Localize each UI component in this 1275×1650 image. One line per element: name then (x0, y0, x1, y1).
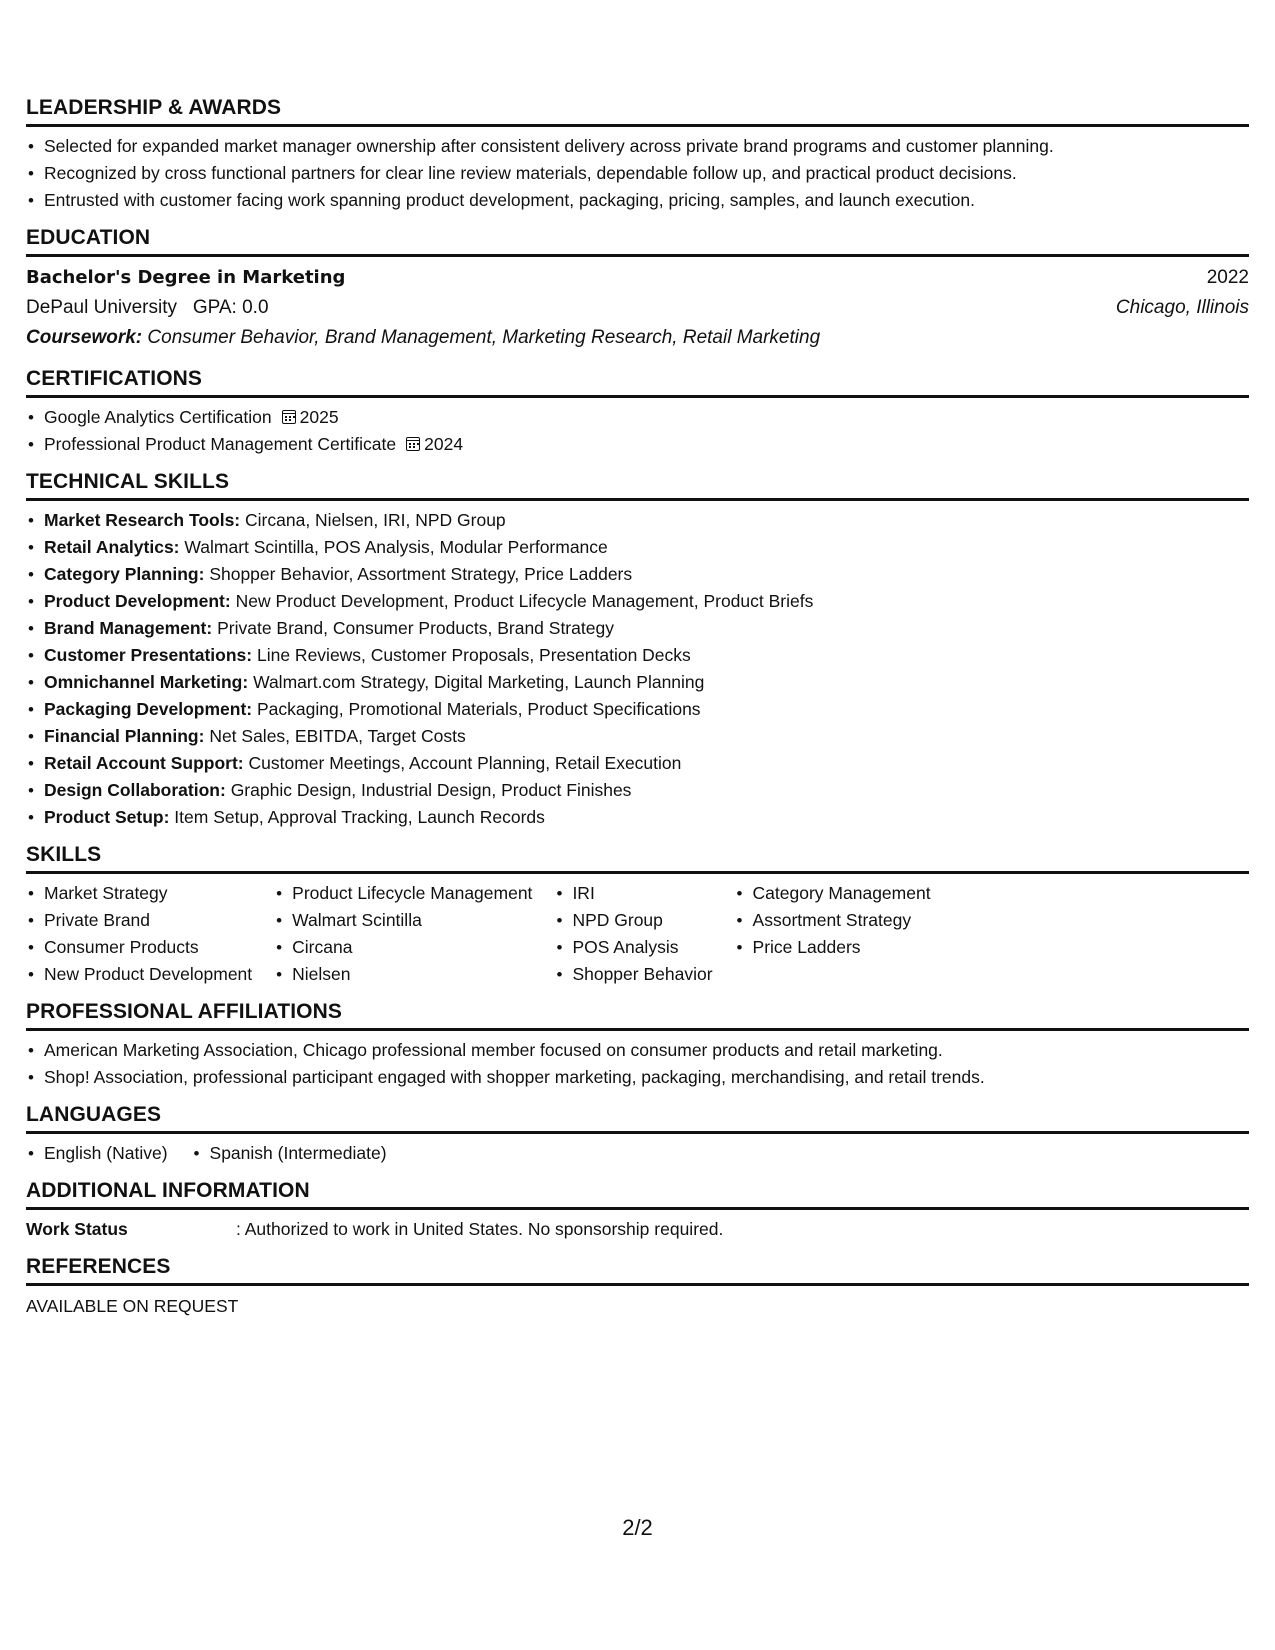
list-item (26, 404, 1249, 431)
coursework-text: Consumer Behavior, Brand Management, Marketing Research, Retail Marketing (147, 327, 821, 348)
list-item: • New Product Development (26, 961, 252, 988)
skill-category: Brand Management: (44, 618, 213, 638)
section-title-skills: SKILLS (26, 843, 1249, 874)
skill-values: Net Sales, EBITDA, Target Costs (209, 726, 466, 746)
certification-name: Google Analytics Certification (44, 407, 272, 427)
skill-category: Design Collaboration: (44, 780, 226, 800)
list-item (26, 750, 1249, 777)
skill-values: Circana, Nielsen, IRI, NPD Group (245, 510, 506, 530)
languages-section (26, 1103, 1249, 1167)
section-title-leadership: LEADERSHIP & AWARDS (26, 96, 1249, 127)
skill-values: New Product Development, Product Lifecycle Management, Product Briefs (235, 591, 814, 611)
list-item: • Product Lifecycle Management (274, 880, 532, 907)
technical-skills-list (26, 507, 1249, 831)
list-item: • Walmart Scintilla (274, 907, 532, 934)
education-location: Chicago, Illinois (1115, 297, 1249, 318)
list-item (26, 561, 1249, 588)
list-item: • Price Ladders (735, 934, 931, 961)
skill-category: Financial Planning: (44, 726, 205, 746)
skill-category: Omnichannel Marketing: (44, 672, 249, 692)
list-item (26, 696, 1249, 723)
list-item: • Consumer Products (26, 934, 252, 961)
references-section (26, 1255, 1249, 1320)
skills-grid (26, 880, 1249, 988)
list-item (26, 723, 1249, 750)
list-item: • Selected for expanded market manager ownership after consistent delivery across private brand programs and customer planning. (26, 133, 1249, 160)
education-gpa: GPA: 0.0 (192, 297, 269, 318)
calendar-icon (282, 410, 296, 424)
work-status-value: : Authorized to work in United States. No sponsorship required. (236, 1219, 724, 1239)
certifications-list (26, 404, 1249, 458)
list-item: • Shopper Behavior (554, 961, 712, 988)
skills-column (735, 880, 931, 988)
list-item: • Market Strategy (26, 880, 252, 907)
skill-category: Retail Account Support: (44, 753, 244, 773)
certification-year: 2025 (299, 407, 339, 427)
list-item (26, 507, 1249, 534)
skills-column (274, 880, 532, 988)
list-item: • American Marketing Association, Chicago professional member focused on consumer products and retail marketing. (26, 1037, 1249, 1064)
affiliations-section (26, 1000, 1249, 1091)
page-number: 2/2 (622, 1515, 653, 1540)
skills-column (26, 880, 252, 988)
certification-name: Professional Product Management Certificate (44, 434, 397, 454)
section-title-languages: LANGUAGES (26, 1103, 1249, 1134)
leadership-list (26, 133, 1249, 214)
section-title-technical-skills: TECHNICAL SKILLS (26, 470, 1249, 501)
skills-section (26, 843, 1249, 988)
skill-values: Graphic Design, Industrial Design, Product Finishes (230, 780, 632, 800)
coursework-label: Coursework: (26, 327, 143, 348)
additional-info-section (26, 1179, 1249, 1243)
skill-category: Retail Analytics: (44, 537, 180, 557)
list-item: • Circana (274, 934, 532, 961)
skill-values: Walmart Scintilla, POS Analysis, Modular Performance (184, 537, 608, 557)
list-item: • Assortment Strategy (735, 907, 931, 934)
section-title-education: EDUCATION (26, 226, 1249, 257)
list-item (26, 534, 1249, 561)
list-item (26, 777, 1249, 804)
list-item: • English (Native) (26, 1140, 168, 1167)
list-item (26, 642, 1249, 669)
technical-skills-section (26, 470, 1249, 831)
list-item: • Nielsen (274, 961, 532, 988)
skills-column (554, 880, 712, 988)
list-item (26, 588, 1249, 615)
leadership-section (26, 96, 1249, 214)
section-title-references: REFERENCES (26, 1255, 1249, 1286)
education-degree: Bachelor's Degree in Marketing (26, 267, 346, 288)
skill-values: Shopper Behavior, Assortment Strategy, Price Ladders (209, 564, 633, 584)
education-coursework-row (26, 323, 1249, 353)
list-item: • Entrusted with customer facing work spanning product development, packaging, pricing, samples, and launch execution. (26, 187, 1249, 214)
list-item: • Spanish (Intermediate) (192, 1140, 387, 1167)
skill-values: Packaging, Promotional Materials, Product Specifications (257, 699, 701, 719)
education-school-row (26, 293, 1249, 323)
list-item (26, 431, 1249, 458)
education-degree-row (26, 263, 1249, 293)
section-title-affiliations: PROFESSIONAL AFFILIATIONS (26, 1000, 1249, 1031)
skill-category: Product Development: (44, 591, 231, 611)
education-school-line (26, 293, 269, 323)
list-item: • Private Brand (26, 907, 252, 934)
list-item: • Category Management (735, 880, 931, 907)
list-item (26, 669, 1249, 696)
affiliations-list (26, 1037, 1249, 1091)
skill-values: Item Setup, Approval Tracking, Launch Records (174, 807, 545, 827)
skill-values: Customer Meetings, Account Planning, Retail Execution (248, 753, 682, 773)
languages-row (26, 1140, 1249, 1167)
skill-category: Packaging Development: (44, 699, 253, 719)
certifications-section (26, 367, 1249, 458)
list-item: • NPD Group (554, 907, 712, 934)
skill-category: Category Planning: (44, 564, 205, 584)
work-status-row (26, 1216, 1249, 1243)
skill-category: Product Setup: (44, 807, 170, 827)
list-item: • Recognized by cross functional partners for clear line review materials, dependable follow up, and practical product decisions. (26, 160, 1249, 187)
list-item: • Shop! Association, professional participant engaged with shopper marketing, packaging, merchandising, and retail trends. (26, 1064, 1249, 1091)
section-title-additional-info: ADDITIONAL INFORMATION (26, 1179, 1249, 1210)
calendar-icon (406, 437, 420, 451)
references-text: AVAILABLE ON REQUEST (26, 1296, 239, 1316)
certification-year: 2024 (424, 434, 464, 454)
skill-values: Private Brand, Consumer Products, Brand Strategy (217, 618, 614, 638)
skill-values: Line Reviews, Customer Proposals, Presentation Decks (256, 645, 691, 665)
education-school: DePaul University (26, 297, 177, 318)
work-status-label: Work Status (26, 1219, 128, 1239)
education-coursework-line (26, 323, 820, 353)
skill-values: Walmart.com Strategy, Digital Marketing, Launch Planning (253, 672, 705, 692)
resume-page (26, 96, 1249, 1332)
education-section (26, 226, 1249, 353)
list-item (26, 804, 1249, 831)
skill-category: Customer Presentations: (44, 645, 253, 665)
section-title-certifications: CERTIFICATIONS (26, 367, 1249, 398)
list-item: • IRI (554, 880, 712, 907)
education-year: 2022 (1206, 267, 1249, 288)
skill-category: Market Research Tools: (44, 510, 241, 530)
list-item: • POS Analysis (554, 934, 712, 961)
list-item (26, 615, 1249, 642)
languages-list (26, 1140, 411, 1167)
